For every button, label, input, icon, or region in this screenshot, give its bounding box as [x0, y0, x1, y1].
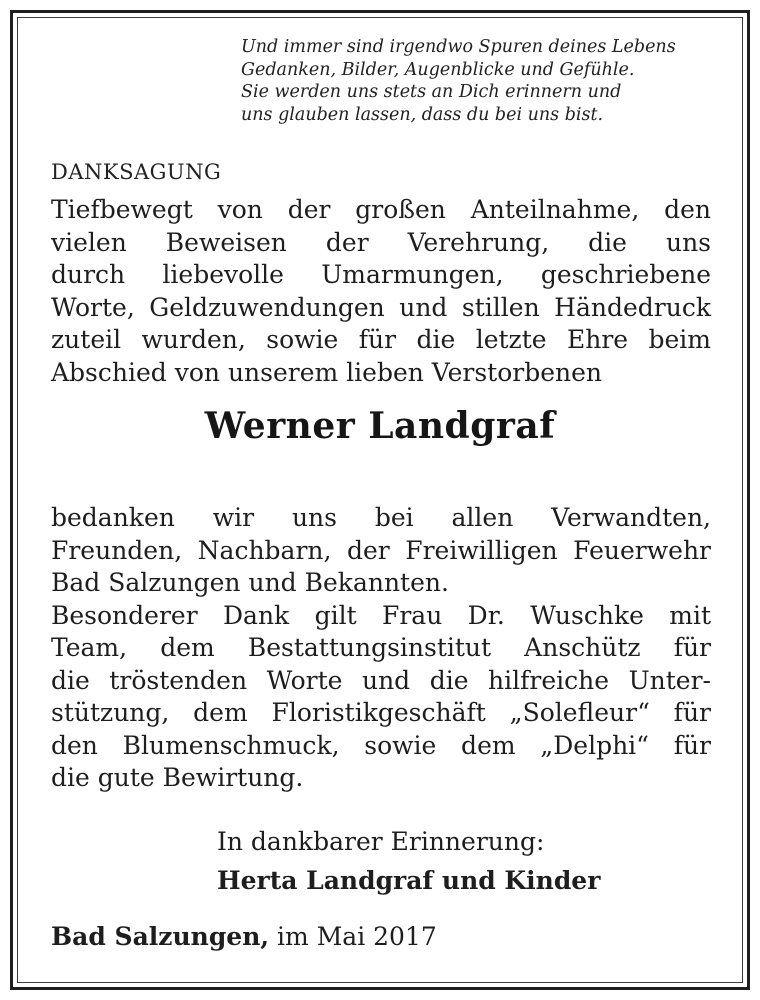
text-line: stützung, dem Floristikgeschäft „Solefleur“ für [51, 698, 711, 727]
thanks-paragraph [51, 502, 711, 795]
text-line: Freunden, Nachbarn, der Freiwilligen Feuerwehr [51, 535, 711, 565]
notice-heading: DANKSAGUNG [51, 160, 222, 184]
text-line: die tröstenden Worte und die hilfreiche Unter- [51, 665, 711, 695]
deceased-name: Werner Landgraf [204, 405, 556, 447]
text-line: Worte, Geldzuwendungen und stillen Händedruck [51, 292, 711, 322]
text-line: vielen Beweisen der Verehrung, die uns [51, 227, 711, 257]
place-name: Bad Salzungen, [51, 922, 270, 951]
text-line: Bad Salzungen und Bekannten. [51, 568, 449, 597]
text-line: bedanken wir uns bei allen Verwandten, [51, 503, 711, 532]
poem-line: uns glauben lassen, dass du bei uns bist. [241, 104, 604, 125]
text-line: Tiefbewegt von der großen Anteilnahme, den [51, 195, 711, 224]
date-text: im Mai 2017 [277, 922, 437, 951]
memorial-poem [241, 36, 721, 126]
text-line: den Blumenschmuck, sowie dem „Delphi“ für [51, 730, 711, 760]
remembrance-line: In dankbarer Erinnerung: [217, 827, 545, 856]
signed-by: Herta Landgraf und Kinder [217, 866, 601, 895]
text-line: Abschied von unserem lieben Verstorbenen [51, 357, 602, 387]
text-line: die gute Bewirtung. [51, 763, 304, 792]
poem-line: Sie werden uns stets an Dich erinnern und [241, 82, 622, 102]
text-line: Team, dem Bestattungsinstitut Anschütz für [51, 633, 711, 662]
place-date [51, 922, 437, 951]
poem-line: Gedanken, Bilder, Augenblicke und Gefühle. [241, 59, 635, 80]
poem-line: Und immer sind irgendwo Spuren deines Lebens [241, 37, 676, 57]
text-line: zuteil wurden, sowie für die letzte Ehre beim [51, 325, 711, 354]
text-line: Besonderer Dank gilt Frau Dr. Wuschke mit [51, 600, 711, 630]
intro-paragraph [51, 194, 711, 389]
text-line: durch liebevolle Umarmungen, geschriebene [51, 260, 711, 289]
